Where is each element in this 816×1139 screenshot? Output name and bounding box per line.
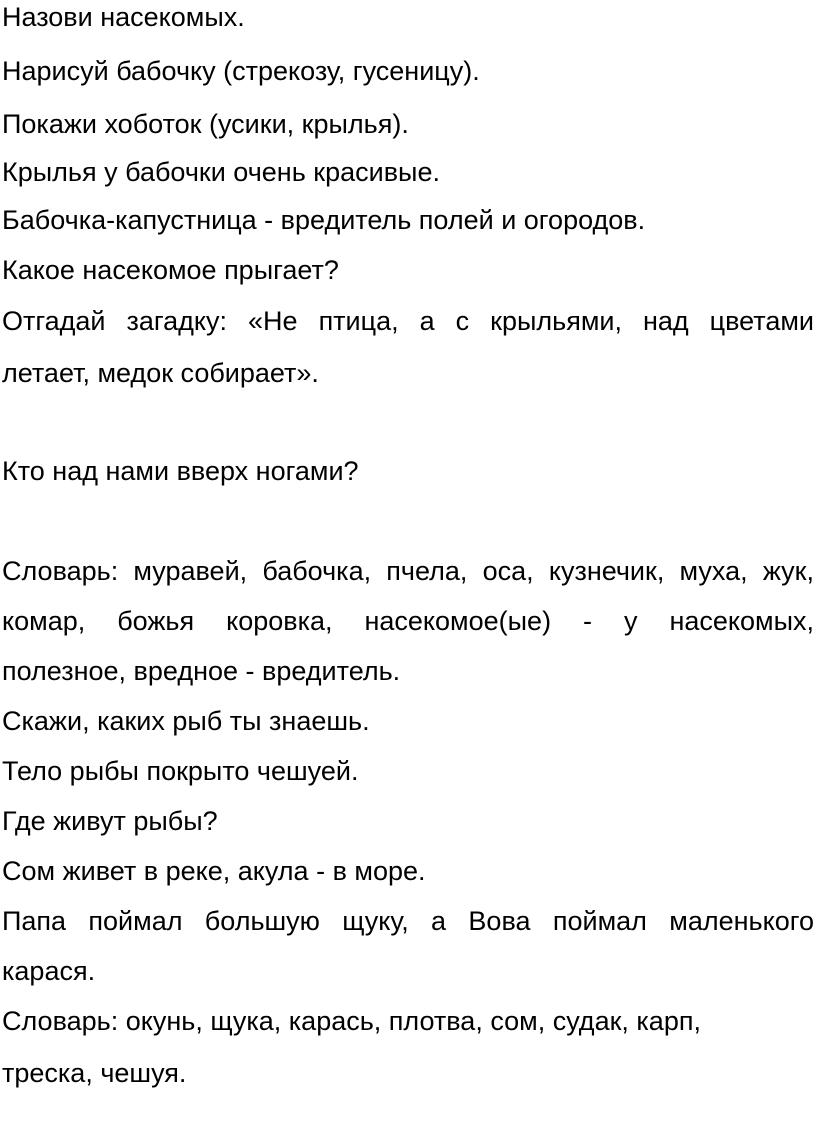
text-line: Назови насекомых.	[2, 2, 245, 32]
text-line: Кто над нами вверх ногами?	[2, 456, 359, 486]
text-line: летает, медок собирает».	[2, 358, 319, 388]
text-line: Бабочка-капустница - вредитель полей и огородов.	[2, 205, 646, 235]
text-line: Словарь: муравей, бабочка, пчела, оса, кузнечик, муха, жук,	[2, 556, 814, 586]
text-line: полезное, вредное - вредитель.	[2, 656, 401, 686]
text-line: Папа поймал большую щуку, а Вова поймал маленького	[2, 906, 814, 936]
text-line: карася.	[2, 956, 96, 986]
text-line: Где живут рыбы?	[2, 806, 218, 836]
text-line: Крылья у бабочки очень красивые.	[2, 157, 440, 187]
text-line: Нарисуй бабочку (стрекозу, гусеницу).	[2, 56, 480, 86]
text-line: Какое насекомое прыгает?	[2, 255, 339, 285]
text-line: Сом живет в реке, акула - в море.	[2, 856, 426, 886]
text-line: Отгадай загадку: «Не птица, а с крыльями, над цветами	[2, 306, 814, 336]
text-line: Скажи, каких рыб ты знаешь.	[2, 706, 370, 736]
text-line: Словарь: окунь, щука, карась, плотва, сом, судак, карп,	[2, 1006, 701, 1036]
text-line: треска, чешуя.	[2, 1058, 187, 1088]
text-line: Покажи хоботок (усики, крылья).	[2, 109, 409, 139]
text-line: комар, божья коровка, насекомое(ые) - у насекомых,	[2, 606, 814, 636]
text-line: Тело рыбы покрыто чешуей.	[2, 756, 359, 786]
